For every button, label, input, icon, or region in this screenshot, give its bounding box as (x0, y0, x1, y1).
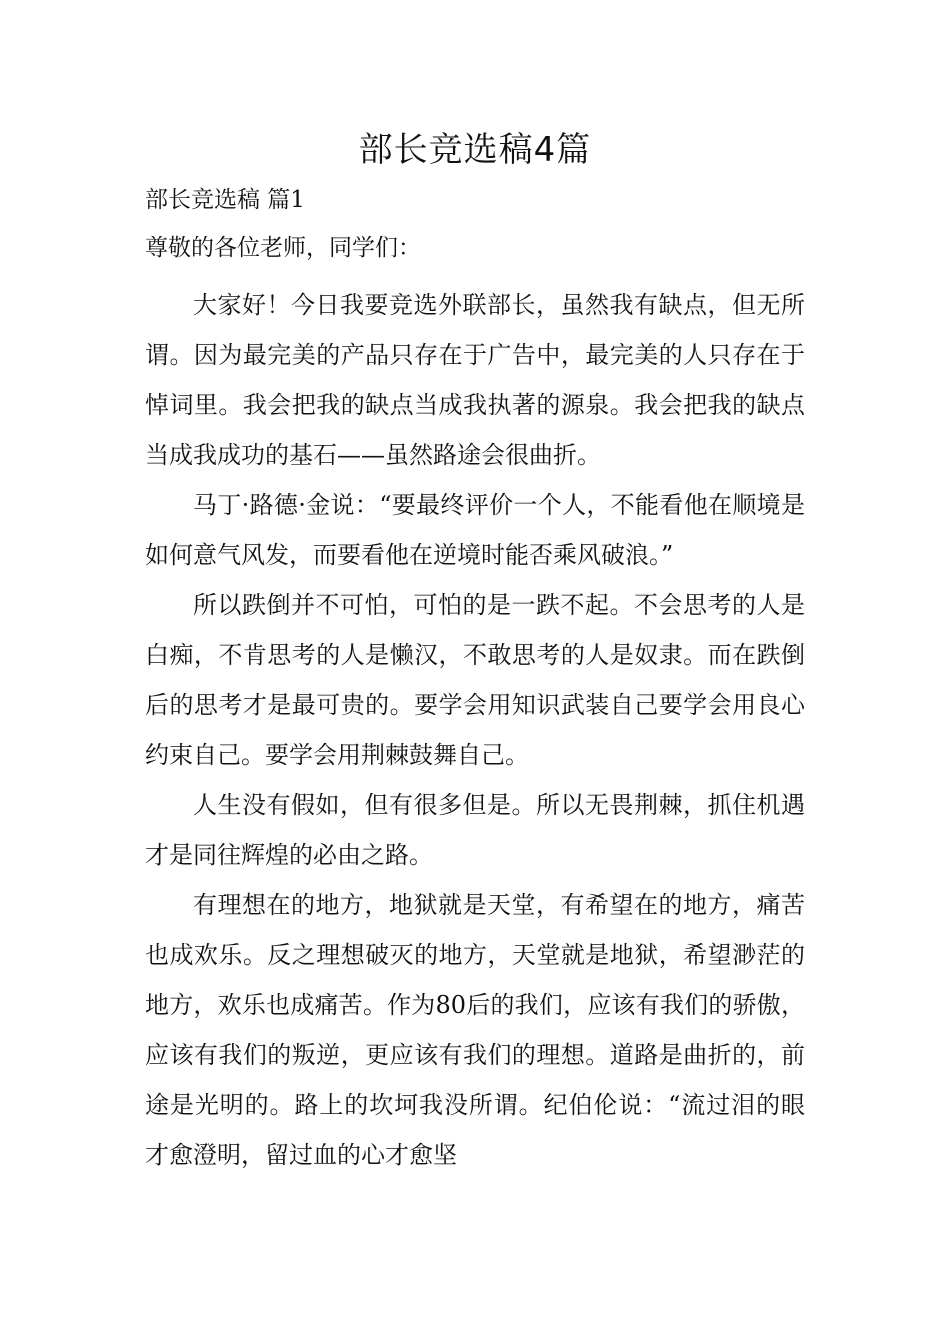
body-text (145, 280, 805, 1180)
salutation: 尊敬的各位老师，同学们： (145, 235, 421, 261)
paragraph-2: 马丁·路德·金说：“要最终评价一个人，不能看他在顺境是如何意气风发，而要看他在逆境时能否乘风破浪。” (145, 491, 805, 569)
paragraph-3: 所以跌倒并不可怕，可怕的是一跌不起。不会思考的人是白痴，不肯思考的人是懒汉，不敢思考的人是奴隶。而在跌倒后的思考才是最可贵的。要学会用知识武装自己要学会用良心约束自己。要学会用荆棘鼓舞自己。 (145, 591, 805, 769)
paragraph-1: 大家好！今日我要竞选外联部长，虽然我有缺点，但无所谓。因为最完美的产品只存在于广告中，最完美的人只存在于悼词里。我会把我的缺点当成我执著的源泉。我会把我的缺点当成我成功的基石——虽然路途会很曲折。 (145, 291, 805, 469)
paragraph-5: 有理想在的地方，地狱就是天堂，有希望在的地方，痛苦也成欢乐。反之理想破灭的地方，天堂就是地狱，希望渺茫的地方，欢乐也成痛苦。作为80后的我们，应该有我们的骄傲，应该有我们的叛逆，更应该有我们的理想。道路是曲折的，前途是光明的。路上的坎坷我没所谓。纪伯伦说：“流过泪的眼才愈澄明，留过血的心才愈坚 (145, 891, 805, 1169)
document-title: 部长竞选稿4篇 (358, 130, 592, 170)
paragraph-4: 人生没有假如，但有很多但是。所以无畏荆棘，抓住机遇才是同往辉煌的必由之路。 (145, 791, 805, 869)
section-heading: 部长竞选稿 篇1 (145, 187, 305, 213)
